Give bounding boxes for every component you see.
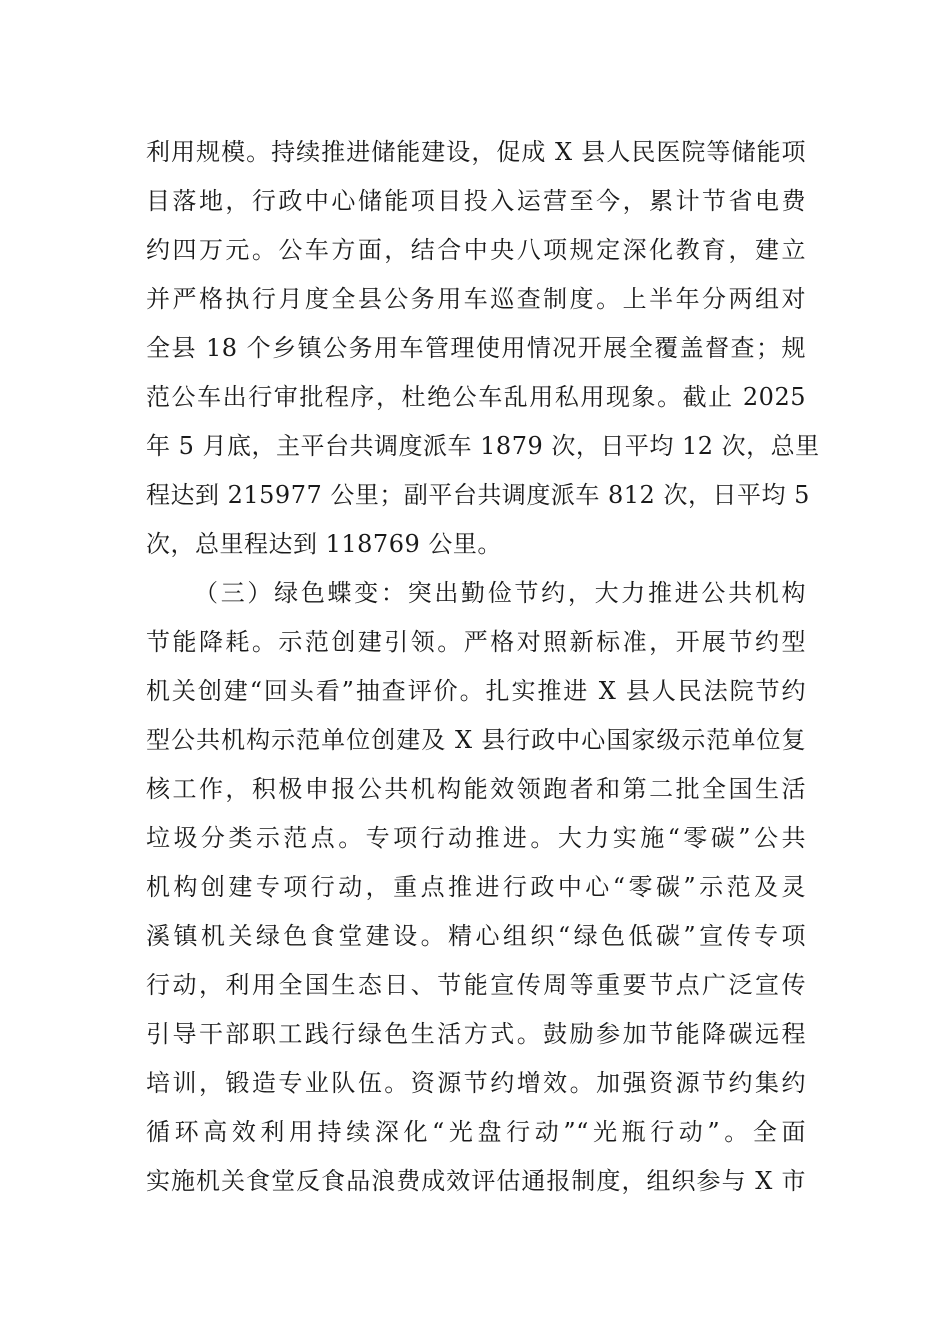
text-line: 并严格执行月度全县公务用车巡查制度。上半年分两组对 [146, 285, 806, 313]
text-line: 引导干部职工践行绿色生活方式。鼓励参加节能降碳远程 [146, 1020, 806, 1048]
text-line: 年 5 月底，主平台共调度派车 1879 次，日平均 12 次，总里 [146, 432, 820, 460]
text-line: 行动，利用全国生态日、节能宣传周等重要节点广泛宣传 [146, 971, 806, 999]
text-line: 全县 18 个乡镇公务用车管理使用情况开展全覆盖督查；规 [146, 334, 806, 362]
text-line: 范公车出行审批程序，杜绝公车乱用私用现象。截止 2025 [146, 383, 806, 411]
text-line: 核工作，积极申报公共机构能效领跑者和第二批全国生活 [146, 775, 806, 803]
text-line: 机构创建专项行动，重点推进行政中心“零碳”示范及灵 [146, 873, 806, 901]
text-line: （三）绿色蝶变：突出勤俭节约，大力推进公共机构 [194, 579, 806, 607]
text-line: 循环高效利用持续深化“光盘行动”“光瓶行动”。全面 [146, 1118, 806, 1146]
text-line: 型公共机构示范单位创建及 X 县行政中心国家级示范单位复 [146, 726, 806, 754]
text-line: 目落地，行政中心储能项目投入运营至今，累计节省电费 [146, 187, 806, 215]
text-line: 次，总里程达到 118769 公里。 [146, 530, 502, 558]
body-text [146, 128, 820, 1206]
paragraph-2 [146, 569, 806, 1206]
paragraph-1 [146, 128, 820, 569]
text-line: 机关创建“回头看”抽查评价。扎实推进 X 县人民法院节约 [146, 677, 806, 705]
text-line: 培训，锻造专业队伍。资源节约增效。加强资源节约集约 [146, 1069, 806, 1097]
text-line: 溪镇机关绿色食堂建设。精心组织“绿色低碳”宣传专项 [146, 922, 806, 950]
text-line: 节能降耗。示范创建引领。严格对照新标准，开展节约型 [146, 628, 806, 656]
text-line: 利用规模。持续推进储能建设，促成 X 县人民医院等储能项 [146, 138, 806, 166]
text-line: 约四万元。公车方面，结合中央八项规定深化教育，建立 [146, 236, 806, 264]
text-line: 程达到 215977 公里；副平台共调度派车 812 次，日平均 5 [146, 481, 810, 509]
text-line: 实施机关食堂反食品浪费成效评估通报制度，组织参与 X 市 [146, 1167, 806, 1195]
text-line: 垃圾分类示范点。专项行动推进。大力实施“零碳”公共 [146, 824, 806, 852]
